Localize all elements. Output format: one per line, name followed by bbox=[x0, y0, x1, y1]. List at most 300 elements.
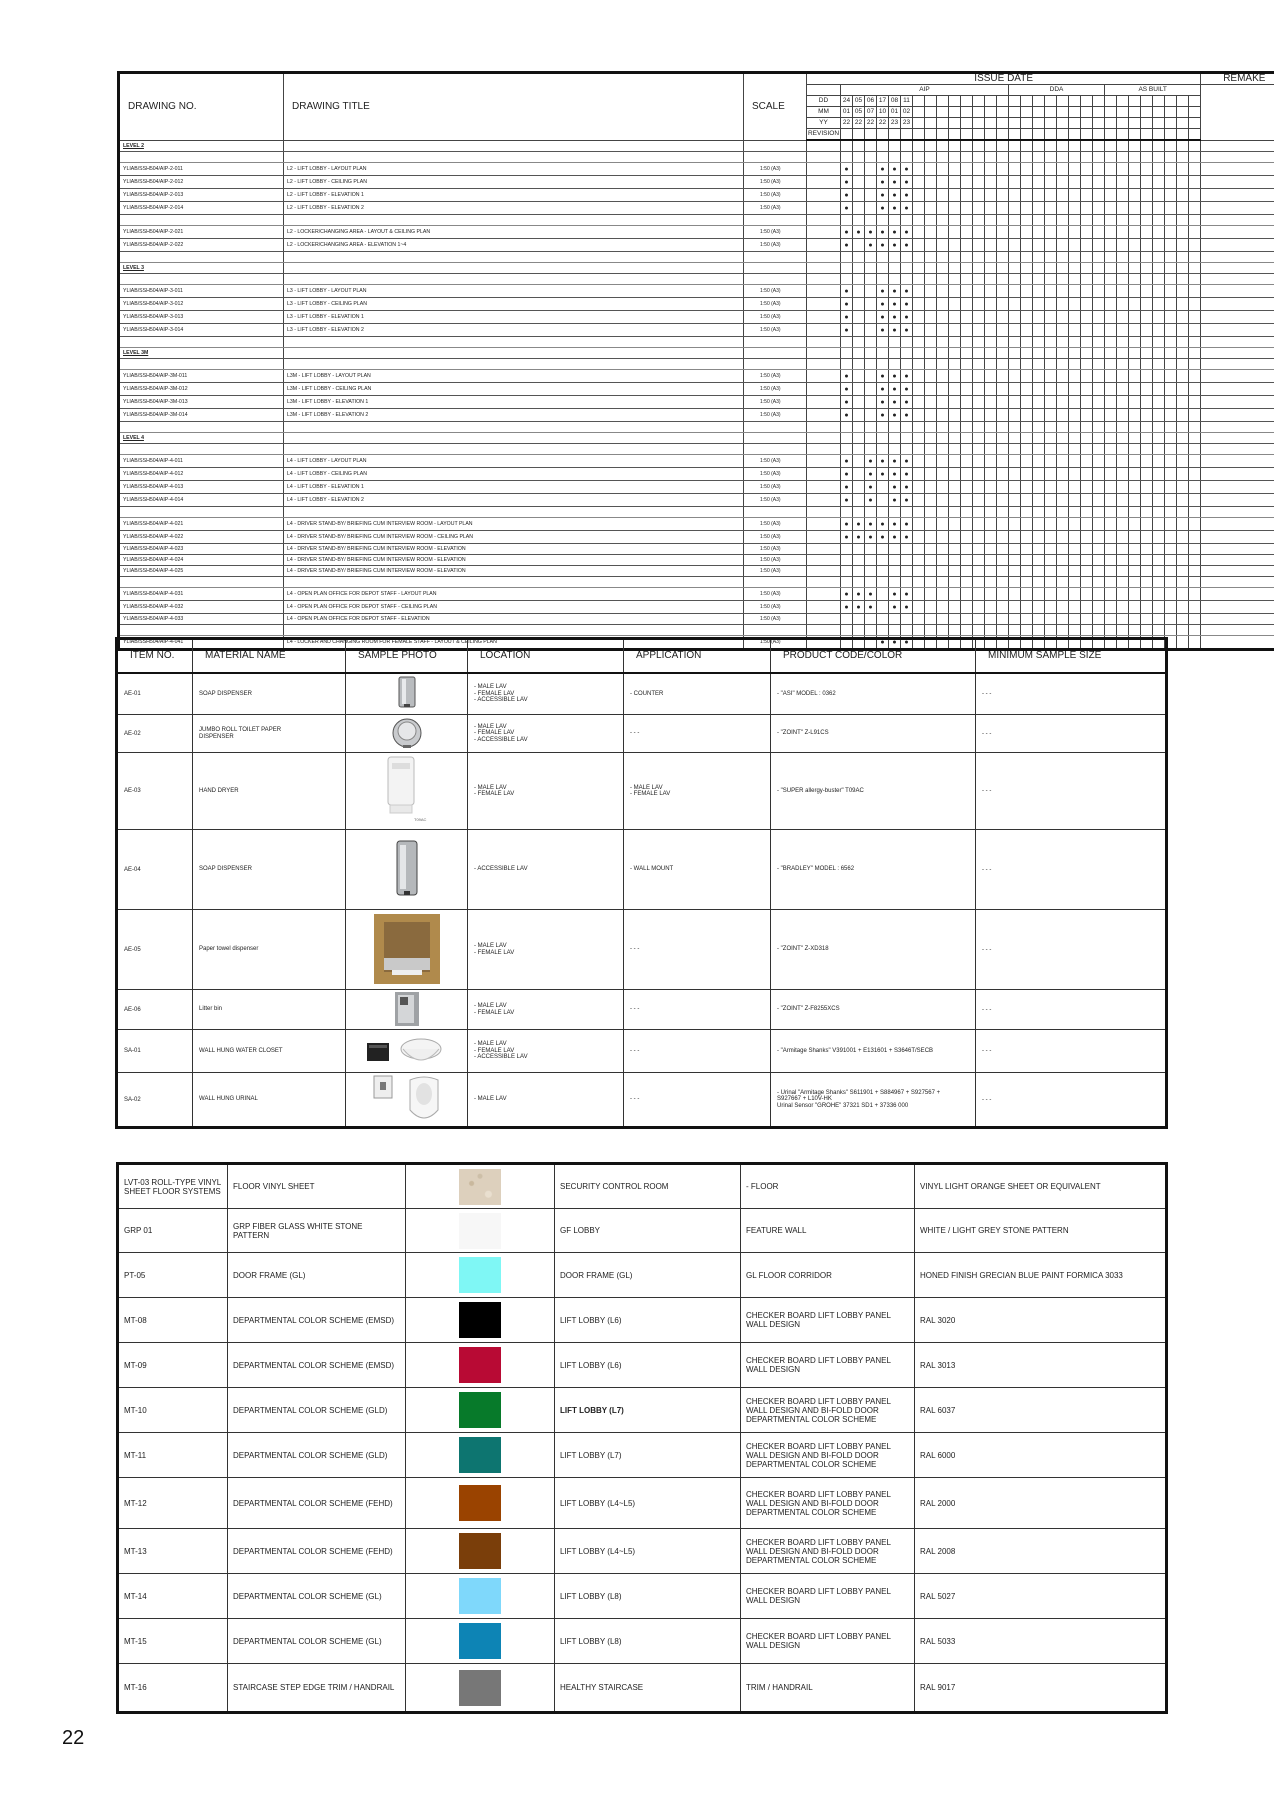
issue-cell bbox=[1045, 543, 1057, 554]
issue-cell bbox=[1153, 467, 1165, 480]
issue-cell bbox=[889, 443, 901, 454]
issue-cell bbox=[1069, 565, 1081, 576]
issue-cell bbox=[1117, 600, 1129, 613]
revision-cell bbox=[807, 517, 841, 530]
register-row bbox=[119, 517, 1274, 530]
register-row bbox=[119, 238, 1274, 251]
issue-cell bbox=[865, 310, 877, 323]
issue-cell bbox=[1165, 347, 1177, 358]
issue-cell bbox=[853, 600, 865, 613]
issue-cell bbox=[1045, 530, 1057, 543]
issue-cell bbox=[901, 530, 913, 543]
issue-cell bbox=[937, 323, 949, 336]
issue-cell bbox=[889, 310, 901, 323]
issue-cell bbox=[1081, 506, 1093, 517]
issue-cell bbox=[961, 225, 973, 238]
issue-cell bbox=[913, 624, 925, 635]
issue-cell bbox=[841, 443, 853, 454]
header-application: APPLICATION bbox=[624, 639, 771, 673]
issue-cell bbox=[1021, 613, 1033, 624]
color-sample bbox=[406, 1343, 555, 1388]
issue-cell bbox=[1177, 151, 1189, 162]
issue-cell bbox=[841, 214, 853, 225]
issue-cell bbox=[1033, 201, 1045, 214]
issue-cell bbox=[1105, 369, 1117, 382]
issue-cell bbox=[1165, 201, 1177, 214]
finish-application: TRIM / HANDRAIL bbox=[741, 1664, 915, 1713]
register-body bbox=[119, 140, 1274, 649]
issue-cell bbox=[1081, 297, 1093, 310]
issue-cell bbox=[1177, 506, 1189, 517]
issue-cell bbox=[1105, 395, 1117, 408]
issue-cell bbox=[997, 421, 1009, 432]
issue-cell bbox=[877, 613, 889, 624]
header-yy-cell bbox=[913, 118, 925, 129]
issue-dot-icon: ● bbox=[868, 470, 873, 478]
material-row bbox=[117, 910, 1167, 990]
issue-cell bbox=[1117, 517, 1129, 530]
header-item-no: ITEM NO. bbox=[117, 639, 193, 673]
product-code: - "ZOINT" Z-XD318 bbox=[771, 910, 976, 990]
finish-name: FLOOR VINYL SHEET bbox=[228, 1164, 406, 1209]
issue-cell bbox=[1045, 323, 1057, 336]
issue-cell bbox=[1153, 358, 1165, 369]
issue-cell bbox=[841, 530, 853, 543]
issue-cell bbox=[865, 493, 877, 506]
blank-cell bbox=[284, 506, 744, 517]
issue-cell bbox=[1141, 432, 1153, 443]
issue-cell bbox=[1093, 201, 1105, 214]
issue-cell bbox=[1069, 530, 1081, 543]
revision-cell bbox=[807, 432, 841, 443]
issue-cell bbox=[1153, 251, 1165, 262]
issue-cell bbox=[1117, 613, 1129, 624]
blank-cell bbox=[284, 140, 744, 151]
issue-cell bbox=[1069, 201, 1081, 214]
revision-cell bbox=[807, 624, 841, 635]
header-yy-cell bbox=[1177, 118, 1189, 129]
issue-cell bbox=[1069, 395, 1081, 408]
application: - - - bbox=[624, 990, 771, 1030]
issue-cell bbox=[997, 188, 1009, 201]
issue-cell bbox=[937, 576, 949, 587]
issue-cell bbox=[889, 480, 901, 493]
issue-cell bbox=[1057, 251, 1069, 262]
revision-cell bbox=[807, 395, 841, 408]
issue-cell bbox=[1093, 358, 1105, 369]
issue-cell bbox=[1153, 151, 1165, 162]
remake-cell bbox=[1201, 554, 1274, 565]
color-swatch bbox=[459, 1623, 501, 1659]
issue-dot-icon: ● bbox=[892, 533, 897, 541]
issue-cell bbox=[1153, 214, 1165, 225]
issue-cell bbox=[1189, 238, 1201, 251]
issue-cell bbox=[1069, 467, 1081, 480]
issue-cell bbox=[913, 297, 925, 310]
issue-cell bbox=[1009, 262, 1021, 273]
header-yy-cell bbox=[937, 118, 949, 129]
issue-cell bbox=[973, 323, 985, 336]
header-remake-blank bbox=[1201, 85, 1274, 141]
sample-photo bbox=[346, 715, 468, 753]
issue-dot-icon: ● bbox=[868, 457, 873, 465]
issue-cell bbox=[1105, 493, 1117, 506]
issue-cell bbox=[937, 188, 949, 201]
issue-cell bbox=[1057, 238, 1069, 251]
issue-dot-icon: ● bbox=[844, 165, 849, 173]
issue-cell bbox=[901, 543, 913, 554]
issue-cell bbox=[877, 273, 889, 284]
issue-cell bbox=[865, 421, 877, 432]
issue-dot-icon: ● bbox=[892, 204, 897, 212]
issue-cell bbox=[1165, 140, 1177, 151]
issue-cell bbox=[1009, 530, 1021, 543]
toilet-roll-dispenser-icon bbox=[391, 717, 423, 751]
issue-cell bbox=[1189, 140, 1201, 151]
drawing-number: YLIAB/SSH504/AIP-4-031 bbox=[119, 587, 284, 600]
issue-cell bbox=[1153, 454, 1165, 467]
issue-cell bbox=[1009, 225, 1021, 238]
issue-cell bbox=[1189, 600, 1201, 613]
issue-cell bbox=[1057, 554, 1069, 565]
issue-cell bbox=[1129, 347, 1141, 358]
revision-cell bbox=[807, 443, 841, 454]
issue-cell bbox=[1117, 443, 1129, 454]
issue-dot-icon: ● bbox=[892, 590, 897, 598]
issue-cell bbox=[937, 454, 949, 467]
blank-cell bbox=[284, 336, 744, 347]
register-row bbox=[119, 554, 1274, 565]
color-swatch bbox=[459, 1533, 501, 1569]
issue-cell bbox=[865, 454, 877, 467]
issue-cell bbox=[841, 613, 853, 624]
issue-cell bbox=[889, 565, 901, 576]
header-revision-cell bbox=[1009, 129, 1021, 141]
drawing-title: L4 - DRIVER STAND-BY/ BRIEFING CUM INTERVIEW ROOM - ELEVATION bbox=[284, 554, 744, 565]
header-mm-cell bbox=[1009, 107, 1021, 118]
issue-cell bbox=[1021, 162, 1033, 175]
header-revision-cell bbox=[901, 129, 913, 141]
issue-dot-icon: ● bbox=[880, 165, 885, 173]
issue-cell bbox=[1021, 273, 1033, 284]
header-mm-value: 07 bbox=[865, 107, 877, 118]
issue-cell bbox=[865, 565, 877, 576]
issue-cell bbox=[1045, 506, 1057, 517]
header-yy-cell bbox=[1117, 118, 1129, 129]
register-row bbox=[119, 587, 1274, 600]
issue-cell bbox=[1153, 188, 1165, 201]
issue-cell bbox=[949, 225, 961, 238]
header-yy-cell bbox=[1165, 118, 1177, 129]
issue-cell bbox=[1069, 151, 1081, 162]
issue-cell bbox=[853, 310, 865, 323]
issue-cell bbox=[877, 624, 889, 635]
item-no: AE-05 bbox=[117, 910, 193, 990]
issue-cell bbox=[913, 517, 925, 530]
issue-cell bbox=[1141, 310, 1153, 323]
issue-cell bbox=[949, 613, 961, 624]
issue-cell bbox=[1069, 432, 1081, 443]
photo-caption: T09AC bbox=[413, 817, 426, 822]
issue-cell bbox=[865, 543, 877, 554]
issue-dot-icon: ● bbox=[868, 590, 873, 598]
header-yy-value: 22 bbox=[865, 118, 877, 129]
issue-cell bbox=[1045, 587, 1057, 600]
register-blank-row bbox=[119, 624, 1274, 635]
remake-cell bbox=[1201, 162, 1274, 175]
issue-cell bbox=[1117, 310, 1129, 323]
color-swatch bbox=[459, 1485, 501, 1521]
issue-cell bbox=[1177, 395, 1189, 408]
issue-cell bbox=[865, 323, 877, 336]
issue-dot-icon: ● bbox=[844, 326, 849, 334]
issue-cell bbox=[865, 262, 877, 273]
issue-cell bbox=[937, 201, 949, 214]
issue-cell bbox=[877, 432, 889, 443]
issue-cell bbox=[1141, 576, 1153, 587]
drawing-scale: 1:50 (A3) bbox=[744, 395, 807, 408]
issue-cell bbox=[925, 506, 937, 517]
application: - - - bbox=[624, 1030, 771, 1073]
issue-cell bbox=[1165, 565, 1177, 576]
issue-cell bbox=[1045, 517, 1057, 530]
issue-cell bbox=[889, 530, 901, 543]
issue-cell bbox=[1189, 517, 1201, 530]
issue-cell bbox=[1129, 543, 1141, 554]
issue-cell bbox=[913, 565, 925, 576]
issue-cell bbox=[1141, 162, 1153, 175]
drawing-title: L3 - LIFT LOBBY - LAYOUT PLAN bbox=[284, 284, 744, 297]
revision-cell bbox=[807, 493, 841, 506]
header-yy-value: 22 bbox=[877, 118, 889, 129]
issue-cell bbox=[1093, 225, 1105, 238]
register-row bbox=[119, 188, 1274, 201]
issue-cell bbox=[949, 395, 961, 408]
issue-cell bbox=[1009, 310, 1021, 323]
issue-cell bbox=[949, 358, 961, 369]
issue-cell bbox=[841, 480, 853, 493]
issue-cell bbox=[1189, 624, 1201, 635]
register-row bbox=[119, 454, 1274, 467]
issue-cell bbox=[985, 310, 997, 323]
issue-cell bbox=[973, 506, 985, 517]
drawing-scale: 1:50 (A3) bbox=[744, 530, 807, 543]
issue-cell bbox=[1129, 395, 1141, 408]
issue-cell bbox=[1069, 310, 1081, 323]
issue-cell bbox=[877, 382, 889, 395]
header-dd-label: DD bbox=[807, 96, 841, 107]
drawing-number: YLIAB/SSH504/AIP-3-014 bbox=[119, 323, 284, 336]
finish-code: PT-05 bbox=[118, 1253, 228, 1298]
register-row bbox=[119, 201, 1274, 214]
issue-cell bbox=[1141, 624, 1153, 635]
finish-code: GRP 01 bbox=[118, 1209, 228, 1253]
issue-cell bbox=[949, 432, 961, 443]
issue-cell bbox=[1009, 493, 1021, 506]
issue-cell bbox=[985, 323, 997, 336]
issue-dot-icon: ● bbox=[880, 638, 885, 646]
header-dd-value: 17 bbox=[877, 96, 889, 107]
issue-cell bbox=[1081, 323, 1093, 336]
issue-cell bbox=[901, 493, 913, 506]
register-row bbox=[119, 493, 1274, 506]
issue-dot-icon: ● bbox=[892, 313, 897, 321]
header-mm-cell bbox=[1129, 107, 1141, 118]
issue-cell bbox=[1189, 587, 1201, 600]
header-mm-cell bbox=[1105, 107, 1117, 118]
material-name: HAND DRYER bbox=[193, 753, 346, 830]
header-revision-cell bbox=[961, 129, 973, 141]
issue-cell bbox=[1045, 480, 1057, 493]
header-dd-cell bbox=[1165, 96, 1177, 107]
register-row bbox=[119, 480, 1274, 493]
issue-cell bbox=[937, 624, 949, 635]
issue-cell bbox=[937, 421, 949, 432]
issue-cell bbox=[1021, 358, 1033, 369]
remake-cell bbox=[1201, 530, 1274, 543]
issue-cell bbox=[925, 310, 937, 323]
issue-cell bbox=[1141, 600, 1153, 613]
issue-cell bbox=[865, 600, 877, 613]
issue-cell bbox=[1117, 576, 1129, 587]
issue-cell bbox=[1177, 554, 1189, 565]
issue-cell bbox=[1069, 600, 1081, 613]
remake-cell bbox=[1201, 238, 1274, 251]
issue-cell bbox=[1021, 323, 1033, 336]
issue-cell bbox=[1177, 140, 1189, 151]
issue-dot-icon: ● bbox=[844, 533, 849, 541]
issue-cell bbox=[889, 624, 901, 635]
issue-cell bbox=[1021, 188, 1033, 201]
issue-cell bbox=[889, 369, 901, 382]
issue-cell bbox=[985, 238, 997, 251]
issue-cell bbox=[997, 214, 1009, 225]
header-as-built: AS BUILT bbox=[1105, 85, 1201, 96]
sample-photo bbox=[346, 753, 468, 830]
issue-cell bbox=[985, 151, 997, 162]
issue-cell bbox=[1117, 347, 1129, 358]
issue-cell bbox=[853, 358, 865, 369]
issue-cell bbox=[1105, 238, 1117, 251]
issue-dot-icon: ● bbox=[868, 533, 873, 541]
issue-cell bbox=[853, 480, 865, 493]
header-mm-value: 01 bbox=[841, 107, 853, 118]
issue-cell bbox=[1009, 454, 1021, 467]
drawing-scale: 1:50 (A3) bbox=[744, 162, 807, 175]
drawing-number: YLIAB/SSH504/AIP-3M-014 bbox=[119, 408, 284, 421]
issue-cell bbox=[1189, 201, 1201, 214]
header-drawing-no: DRAWING NO. bbox=[119, 73, 284, 141]
remake-cell bbox=[1201, 382, 1274, 395]
issue-cell bbox=[1141, 188, 1153, 201]
issue-cell bbox=[853, 493, 865, 506]
blank-cell bbox=[744, 576, 807, 587]
issue-cell bbox=[1093, 506, 1105, 517]
header-revision-cell bbox=[1081, 129, 1093, 141]
register-level-row bbox=[119, 347, 1274, 358]
item-no: AE-04 bbox=[117, 830, 193, 910]
issue-cell bbox=[1045, 284, 1057, 297]
color-sample bbox=[406, 1253, 555, 1298]
issue-dot-icon: ● bbox=[904, 603, 909, 611]
issue-cell bbox=[1117, 624, 1129, 635]
issue-cell bbox=[925, 543, 937, 554]
header-dd-value: 06 bbox=[865, 96, 877, 107]
header-mm-cell bbox=[925, 107, 937, 118]
issue-cell bbox=[1021, 175, 1033, 188]
issue-cell bbox=[1033, 358, 1045, 369]
issue-cell bbox=[937, 162, 949, 175]
issue-cell bbox=[1009, 421, 1021, 432]
issue-cell bbox=[1093, 188, 1105, 201]
issue-cell bbox=[1105, 175, 1117, 188]
issue-cell bbox=[1165, 369, 1177, 382]
issue-cell bbox=[1069, 408, 1081, 421]
location: - ACCESSIBLE LAV bbox=[468, 830, 624, 910]
issue-cell bbox=[877, 421, 889, 432]
issue-cell bbox=[1189, 443, 1201, 454]
issue-cell bbox=[1057, 480, 1069, 493]
issue-cell bbox=[889, 395, 901, 408]
issue-cell bbox=[1105, 262, 1117, 273]
issue-dot-icon: ● bbox=[904, 178, 909, 186]
issue-cell bbox=[889, 358, 901, 369]
issue-cell bbox=[1081, 251, 1093, 262]
issue-cell bbox=[889, 140, 901, 151]
issue-cell bbox=[937, 225, 949, 238]
issue-cell bbox=[853, 162, 865, 175]
issue-cell bbox=[925, 225, 937, 238]
issue-cell bbox=[961, 613, 973, 624]
issue-cell bbox=[889, 201, 901, 214]
issue-cell bbox=[1009, 201, 1021, 214]
issue-cell bbox=[1165, 214, 1177, 225]
finish-code: MT-08 bbox=[118, 1298, 228, 1343]
issue-cell bbox=[1009, 347, 1021, 358]
issue-cell bbox=[1165, 576, 1177, 587]
issue-cell bbox=[1165, 310, 1177, 323]
issue-cell bbox=[961, 517, 973, 530]
issue-cell bbox=[889, 613, 901, 624]
issue-dot-icon: ● bbox=[844, 470, 849, 478]
issue-cell bbox=[841, 543, 853, 554]
issue-cell bbox=[889, 408, 901, 421]
drawing-scale: 1:50 (A3) bbox=[744, 454, 807, 467]
issue-cell bbox=[1177, 624, 1189, 635]
issue-cell bbox=[937, 336, 949, 347]
issue-cell bbox=[889, 214, 901, 225]
remake-cell bbox=[1201, 273, 1274, 284]
issue-cell bbox=[1045, 624, 1057, 635]
issue-cell bbox=[1177, 408, 1189, 421]
issue-cell bbox=[997, 251, 1009, 262]
issue-cell bbox=[1021, 151, 1033, 162]
issue-cell bbox=[1129, 336, 1141, 347]
issue-cell bbox=[997, 493, 1009, 506]
issue-cell bbox=[901, 323, 913, 336]
register-row bbox=[119, 162, 1274, 175]
drawing-title: L4 - OPEN PLAN OFFICE FOR DEPOT STAFF - CEILING PLAN bbox=[284, 600, 744, 613]
issue-cell bbox=[1093, 613, 1105, 624]
issue-cell bbox=[1069, 251, 1081, 262]
issue-cell bbox=[1105, 225, 1117, 238]
finish-specification: RAL 6037 bbox=[915, 1388, 1167, 1433]
issue-cell bbox=[1021, 587, 1033, 600]
issue-cell bbox=[925, 565, 937, 576]
issue-cell bbox=[889, 543, 901, 554]
issue-cell bbox=[1069, 587, 1081, 600]
issue-cell bbox=[841, 421, 853, 432]
